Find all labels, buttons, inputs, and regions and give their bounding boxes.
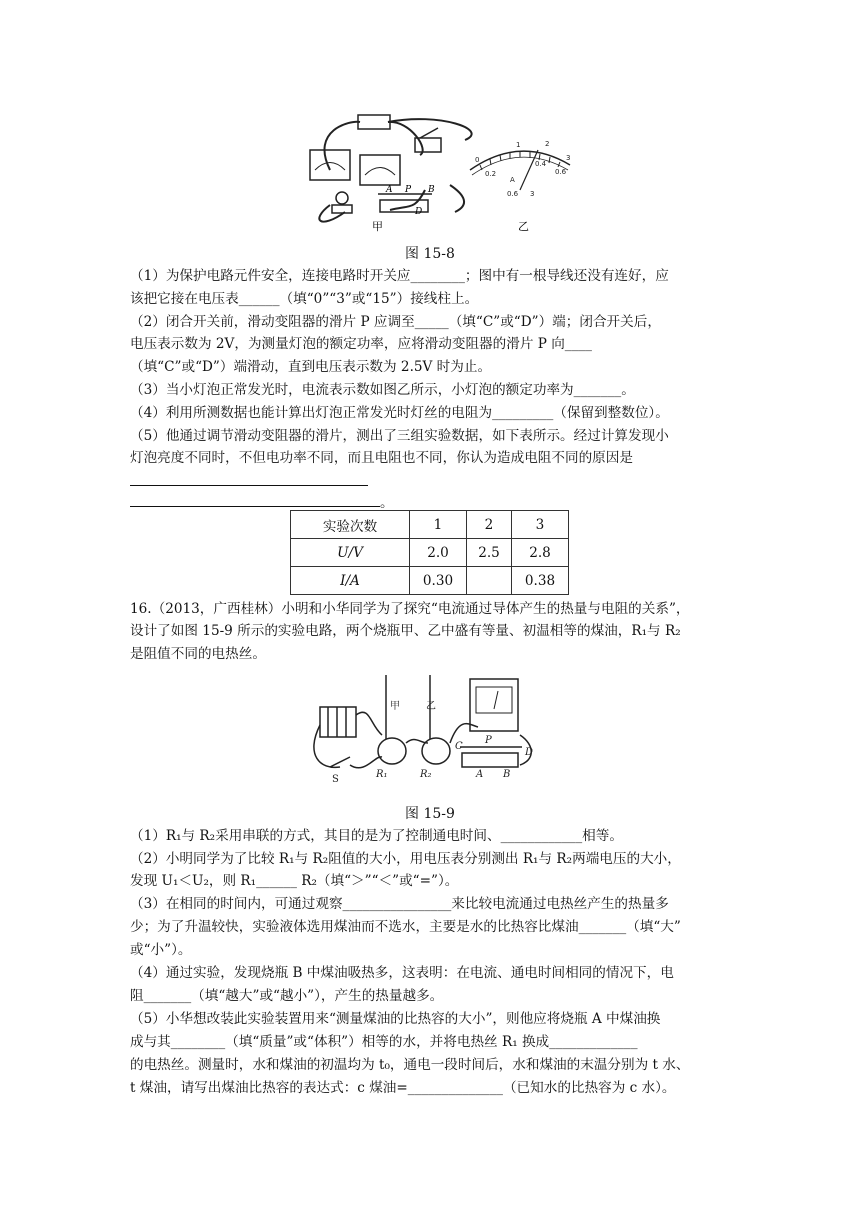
q16-part4-line1: （4）通过实验，发现烧瓶 B 中煤油吸热多，这表明：在电流、通电时间相同的情况下，电 <box>130 965 674 981</box>
q15-part5-line1: （5）他通过调节滑动变阻器的滑片，测出了三组实验数据，如下表所示。经过计算发现小 <box>130 428 669 444</box>
q15-part2-line1: （2）闭合开关前，滑动变阻器的滑片 P 应调至_____（填“C”或“D”）端；闭合开关后， <box>130 314 661 330</box>
q16-part3-line1: （3）在相同的时间内，可通过观察________________来比较电流通过电热丝产生的热量多 <box>130 896 669 912</box>
svg-text:甲: 甲 <box>390 701 400 712</box>
table-cell: 0.30 <box>410 567 467 595</box>
svg-text:C: C <box>455 741 463 752</box>
q16-part3-line3: 或“小”）。 <box>130 942 192 958</box>
figure-15-8-caption: 图 15-8 <box>405 246 455 262</box>
table-cell <box>467 567 512 595</box>
svg-text:3: 3 <box>530 190 535 198</box>
table-row <box>291 511 569 539</box>
svg-text:乙: 乙 <box>426 701 436 712</box>
svg-text:D: D <box>415 207 423 217</box>
q16-part3-line2: 少；为了升温较快，实验液体选用煤油而不选水，主要是水的比热容比煤油_______（填“大” <box>130 919 681 935</box>
q16-part2-line1: （2）小明同学为了比较 R₁与 R₂阻值的大小，用电压表分别测出 R₁与 R₂两端电压的大小， <box>130 851 681 867</box>
svg-text:0.6: 0.6 <box>555 168 567 176</box>
table-cell: 实验次数 <box>291 511 410 539</box>
svg-text:B: B <box>428 185 435 195</box>
q16-part5-line2: 成与其________（填“质量”或“体积”）相等的水，并将电热丝 R₁ 换成_____________ <box>130 1034 638 1050</box>
label-jia: 甲 <box>372 220 383 233</box>
q15-part3: （3）当小灯泡正常发光时，电流表示数如图乙所示，小灯泡的额定功率为_______。 <box>130 382 635 398</box>
q16-intro-line1: 16.（2013，广西桂林）小明和小华同学为了探究“电流通过导体产生的热量与电阻的关系”， <box>130 601 690 617</box>
figure-15-9 <box>310 665 550 795</box>
table-cell: 2.0 <box>410 539 467 567</box>
svg-text:A: A <box>386 185 393 195</box>
svg-text:0.6: 0.6 <box>507 190 519 198</box>
q16-part5-line4: t 煤油，请写出煤油比热容的表达式：c 煤油=______________（已知水的比热容为 c 水）。 <box>130 1080 676 1096</box>
table-row <box>291 539 569 567</box>
svg-text:D: D <box>525 747 534 758</box>
q16-part2-line2: 发现 U₁＜U₂，则 R₁______ R₂（填“＞”“＜”或“=”）。 <box>130 873 459 889</box>
q15-part4: （4）利用所测数据也能计算出灯泡正常发光时灯丝的电阻为_________（保留到整数位）。 <box>130 405 669 421</box>
figure-15-8 <box>290 110 590 240</box>
svg-text:A: A <box>510 176 515 184</box>
data-table <box>290 510 569 595</box>
svg-text:0.4: 0.4 <box>535 160 547 168</box>
q15-part5-line2: 灯泡亮度不同时，不但电功率不同，而且电阻也不同，你认为造成电阻不同的原因是 <box>130 450 633 466</box>
figure-15-9-caption: 图 15-9 <box>405 806 455 822</box>
q16-part1: （1）R₁与 R₂采用串联的方式，其目的是为了控制通电时间、____________相等。 <box>130 828 623 844</box>
table-cell: U/V <box>291 539 410 567</box>
q16-part5-line1: （5）小华想改装此实验装置用来“测量煤油的比热容的大小”，则他应将烧瓶 A 中煤油换 <box>130 1011 661 1027</box>
svg-text:B: B <box>503 769 511 780</box>
q16-intro-line2: 设计了如图 15-9 所示的实验电路，两个烧瓶甲、乙中盛有等量、初温相等的煤油，R₁与 R₂ <box>130 623 681 639</box>
q16-intro-line3: 是阻值不同的电热丝。 <box>130 646 266 662</box>
table-cell: 1 <box>410 511 467 539</box>
q15-part2-line2: 电压表示数为 2V，为测量灯泡的额定功率，应将滑动变阻器的滑片 P 向____ <box>130 336 592 352</box>
q16-part4-line2: 阻_______（填“越大”或“越小”），产生的热量越多。 <box>130 988 444 1004</box>
svg-text:R₁: R₁ <box>376 769 388 780</box>
answer-line-1 <box>130 485 368 486</box>
q15-part5-line4: 。 <box>130 492 730 514</box>
svg-text:A: A <box>476 769 484 780</box>
svg-text:1: 1 <box>516 141 521 149</box>
svg-text:3: 3 <box>566 154 571 162</box>
table-cell: 2.5 <box>467 539 512 567</box>
table-cell: 2.8 <box>512 539 569 567</box>
label-yi: 乙 <box>518 220 529 233</box>
table-row <box>291 567 569 595</box>
q15-part1-line1: （1）为保护电路元件安全，连接电路时开关应________；图中有一根导线还没有连好，应 <box>130 268 669 284</box>
table-cell: I/A <box>291 567 410 595</box>
table-cell: 2 <box>467 511 512 539</box>
svg-text:P: P <box>405 185 412 195</box>
svg-text:0: 0 <box>475 156 480 164</box>
svg-text:R₂: R₂ <box>420 769 432 780</box>
answer-line-2 <box>130 492 380 507</box>
svg-text:2: 2 <box>545 140 550 148</box>
table-cell: 3 <box>512 511 569 539</box>
svg-text:P: P <box>485 735 492 746</box>
svg-text:0.2: 0.2 <box>485 170 497 178</box>
q15-part1-line2: 该把它接在电压表______（填“0”“3”或“15”）接线柱上。 <box>130 291 479 307</box>
table-cell: 0.38 <box>512 567 569 595</box>
svg-text:S: S <box>332 774 339 785</box>
q16-part5-line3: 的电热丝。测量时，水和煤油的初温均为 t₀，通电一段时间后，水和煤油的末温分别为 t 水、 <box>130 1057 690 1073</box>
q15-part2-line3: （填“C”或“D”）端滑动，直到电压表示数为 2.5V 时为止。 <box>130 359 492 375</box>
